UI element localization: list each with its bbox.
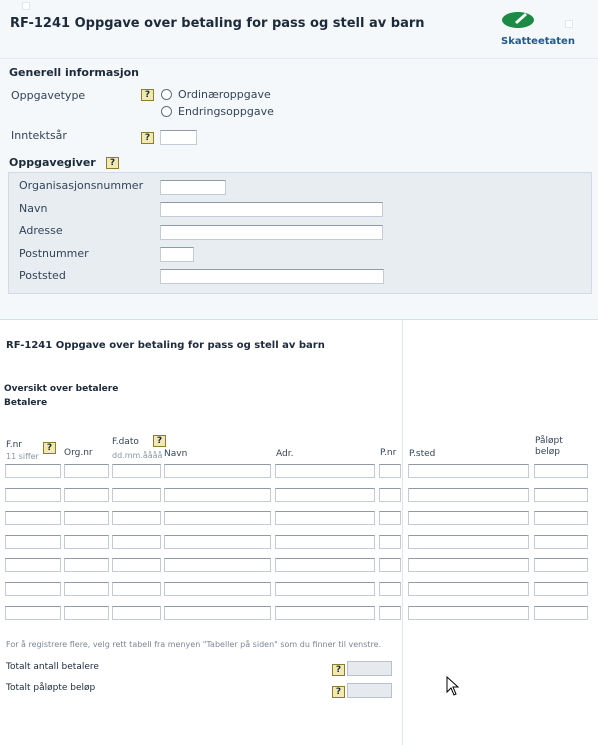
- cell-fdato-row-4[interactable]: [112, 535, 161, 549]
- column-divider: [402, 320, 403, 745]
- cell-belop-row-4[interactable]: [534, 535, 588, 549]
- cell-fnr-row-1[interactable]: [5, 464, 61, 478]
- betalere-title: Betalere: [4, 398, 48, 408]
- cell-fnr-row-2[interactable]: [5, 488, 61, 502]
- cell-belop-row-7[interactable]: [534, 606, 588, 620]
- instruction-note: For å registrere flere, velg rett tabell fra menyen "Tabeller på siden" som du finner til venstre.: [6, 640, 382, 649]
- cell-fdato-row-5[interactable]: [112, 558, 161, 572]
- poststed-input[interactable]: [160, 269, 384, 284]
- adresse-label: Adresse: [19, 224, 63, 237]
- cell-orgnr-row-2[interactable]: [64, 488, 109, 502]
- help-icon[interactable]: ?: [43, 442, 56, 454]
- corner-marker: [22, 2, 30, 10]
- cell-fdato-row-6[interactable]: [112, 582, 161, 596]
- cell-belop-row-2[interactable]: [534, 488, 588, 502]
- overview-title: Oversikt over betalere: [4, 384, 119, 394]
- cell-orgnr-row-6[interactable]: [64, 582, 109, 596]
- column-header-fnr-hint: 11 siffer: [6, 452, 39, 461]
- column-header-adr: Adr.: [276, 449, 294, 459]
- cell-fdato-row-3[interactable]: [112, 511, 161, 525]
- total-amount-label: Totalt påløpte beløp: [6, 683, 96, 693]
- total-amount-field: [347, 683, 392, 698]
- poststed-label: Poststed: [19, 269, 66, 282]
- oppgavegiver-section-title: Oppgavegiver: [9, 156, 96, 169]
- cell-navn-row-3[interactable]: [164, 511, 271, 525]
- cell-adr-row-4[interactable]: [275, 535, 375, 549]
- mouse-pointer-icon: [446, 676, 460, 696]
- column-header-orgnr: Org.nr: [64, 448, 93, 458]
- logo-text: Skatteetaten: [501, 36, 575, 47]
- total-count-field: [347, 661, 392, 676]
- column-header-pnr: P.nr: [380, 448, 397, 458]
- radio-label-endringsoppgave: Endringsoppgave: [178, 105, 274, 118]
- column-header-fdato-hint: dd.mm.åååå: [112, 451, 163, 460]
- cell-fnr-row-4[interactable]: [5, 535, 61, 549]
- cell-belop-row-5[interactable]: [534, 558, 588, 572]
- cell-fdato-row-7[interactable]: [112, 606, 161, 620]
- cell-navn-row-2[interactable]: [164, 488, 271, 502]
- general-form-area: [0, 0, 598, 320]
- cell-psted-row-6[interactable]: [408, 582, 529, 596]
- cell-adr-row-5[interactable]: [275, 558, 375, 572]
- cell-pnr-row-3[interactable]: [379, 511, 401, 525]
- cell-navn-row-5[interactable]: [164, 558, 271, 572]
- help-icon[interactable]: ?: [332, 686, 345, 698]
- cell-adr-row-3[interactable]: [275, 511, 375, 525]
- radio-endringsoppgave[interactable]: [161, 106, 172, 117]
- cell-pnr-row-4[interactable]: [379, 535, 401, 549]
- cell-adr-row-6[interactable]: [275, 582, 375, 596]
- cell-adr-row-7[interactable]: [275, 606, 375, 620]
- column-header-belop-line1: Påløpt: [535, 436, 563, 446]
- cell-orgnr-row-7[interactable]: [64, 606, 109, 620]
- column-header-belop-line2: beløp: [535, 447, 560, 457]
- adresse-input[interactable]: [160, 225, 383, 240]
- cell-psted-row-3[interactable]: [408, 511, 529, 525]
- cell-orgnr-row-1[interactable]: [64, 464, 109, 478]
- cell-adr-row-1[interactable]: [275, 464, 375, 478]
- cell-fnr-row-6[interactable]: [5, 582, 61, 596]
- general-section-title: Generell informasjon: [9, 66, 139, 79]
- column-header-fdato: F.dato: [112, 437, 139, 447]
- help-icon[interactable]: ?: [141, 89, 154, 101]
- form-title: RF-1241 Oppgave over betaling for pass og stell av barn: [10, 16, 425, 31]
- help-icon[interactable]: ?: [332, 664, 345, 676]
- cell-pnr-row-5[interactable]: [379, 558, 401, 572]
- cell-pnr-row-7[interactable]: [379, 606, 401, 620]
- organisasjonsnummer-label: Organisasjonsnummer: [19, 179, 144, 192]
- cell-psted-row-5[interactable]: [408, 558, 529, 572]
- cell-navn-row-1[interactable]: [164, 464, 271, 478]
- column-header-psted: P.sted: [409, 449, 436, 459]
- inntektsar-input[interactable]: [160, 130, 197, 145]
- cell-adr-row-2[interactable]: [275, 488, 375, 502]
- cell-navn-row-6[interactable]: [164, 582, 271, 596]
- cell-psted-row-4[interactable]: [408, 535, 529, 549]
- radio-ordinaeroppgave[interactable]: [161, 89, 172, 100]
- help-icon[interactable]: ?: [153, 435, 166, 447]
- column-header-fnr: F.nr: [6, 440, 22, 450]
- column-header-belop: [535, 436, 563, 458]
- cell-navn-row-4[interactable]: [164, 535, 271, 549]
- navn-input[interactable]: [160, 202, 383, 217]
- help-icon[interactable]: ?: [106, 157, 119, 169]
- cell-pnr-row-6[interactable]: [379, 582, 401, 596]
- cell-belop-row-3[interactable]: [534, 511, 588, 525]
- organisasjonsnummer-input[interactable]: [160, 180, 226, 195]
- postnummer-input[interactable]: [160, 247, 194, 262]
- cell-orgnr-row-4[interactable]: [64, 535, 109, 549]
- radio-label-ordinaeroppgave: Ordinæroppgave: [178, 88, 271, 101]
- cell-belop-row-6[interactable]: [534, 582, 588, 596]
- navn-label: Navn: [19, 202, 48, 215]
- postnummer-label: Postnummer: [19, 247, 89, 260]
- column-header-navn: Navn: [164, 449, 188, 459]
- cell-orgnr-row-3[interactable]: [64, 511, 109, 525]
- header-divider: [0, 58, 598, 59]
- cell-pnr-row-1[interactable]: [379, 464, 401, 478]
- cell-orgnr-row-5[interactable]: [64, 558, 109, 572]
- cell-psted-row-2[interactable]: [408, 488, 529, 502]
- cell-fdato-row-1[interactable]: [112, 464, 161, 478]
- cell-fnr-row-3[interactable]: [5, 511, 61, 525]
- cell-psted-row-7[interactable]: [408, 606, 529, 620]
- help-icon[interactable]: ?: [141, 132, 154, 144]
- cell-pnr-row-2[interactable]: [379, 488, 401, 502]
- cell-fnr-row-5[interactable]: [5, 558, 61, 572]
- cell-psted-row-1[interactable]: [408, 464, 529, 478]
- cell-belop-row-1[interactable]: [534, 464, 588, 478]
- total-count-label: Totalt antall betalere: [6, 662, 99, 672]
- cell-navn-row-7[interactable]: [164, 606, 271, 620]
- oppgavetype-label: Oppgavetype: [11, 89, 86, 102]
- cell-fdato-row-2[interactable]: [112, 488, 161, 502]
- table-form-title: RF-1241 Oppgave over betaling for pass og stell av barn: [6, 340, 325, 351]
- cell-fnr-row-7[interactable]: [5, 606, 61, 620]
- inntektsar-label: Inntektsår: [11, 129, 67, 142]
